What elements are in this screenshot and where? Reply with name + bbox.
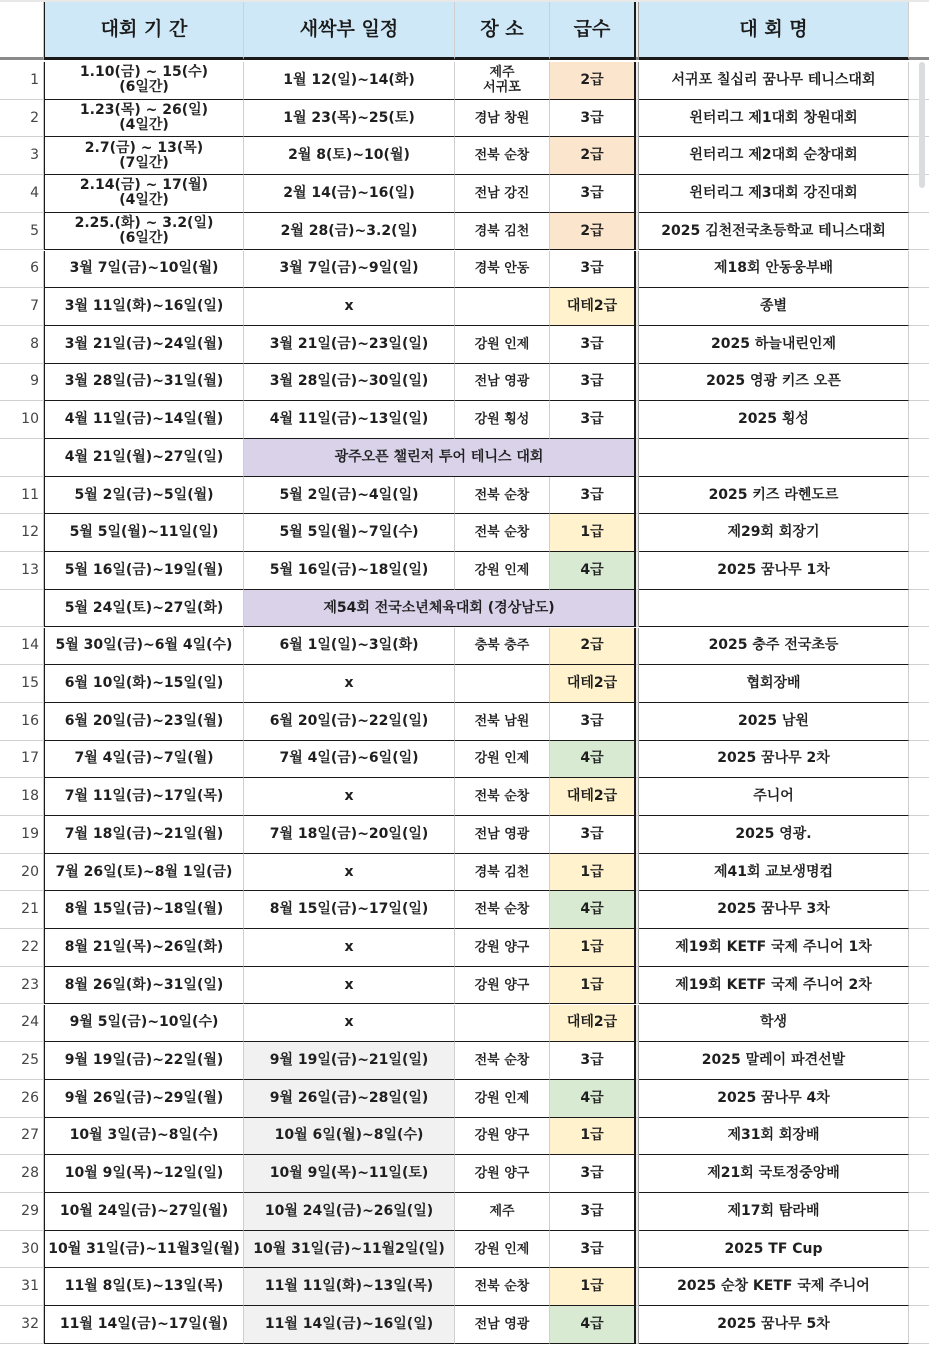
period-cell[interactable]: 4월 21일(월)~27일(일) xyxy=(44,439,244,477)
name-cell[interactable]: 2025 충주 전국초등 xyxy=(639,628,909,666)
schedule-cell[interactable]: 11월 14일(금)~16일(일) xyxy=(244,1306,455,1344)
schedule-cell[interactable]: 10월 24일(금)~26일(일) xyxy=(244,1193,455,1231)
place-cell[interactable]: 전북 순창 xyxy=(455,778,550,816)
table-row xyxy=(0,100,929,138)
table-row xyxy=(0,816,929,854)
name-cell[interactable]: 서귀포 칠십리 꿈나무 테니스대회 xyxy=(639,62,909,100)
name-cell[interactable]: 학생 xyxy=(639,1005,909,1043)
grade-cell[interactable]: 4급 xyxy=(550,552,636,590)
grade-cell[interactable]: 1급 xyxy=(550,929,636,967)
table-row xyxy=(0,514,929,552)
table-row xyxy=(0,439,929,477)
table-row xyxy=(0,1155,929,1193)
table-row xyxy=(0,1268,929,1306)
header-row xyxy=(0,2,929,60)
schedule-cell[interactable]: 1월 23(목)~25(토) xyxy=(244,100,455,138)
grade-cell[interactable]: 2급 xyxy=(550,628,636,666)
column-tail xyxy=(909,1155,929,1193)
header-schedule[interactable]: 새싹부 일정 xyxy=(244,2,455,60)
period-cell[interactable]: 5월 2일(금)~5일(월) xyxy=(44,477,244,515)
row-number[interactable]: 22 xyxy=(0,929,44,967)
table-row xyxy=(0,929,929,967)
period-cell[interactable]: 3월 11일(화)~16일(일) xyxy=(44,288,244,326)
place-cell[interactable]: 강원 인제 xyxy=(455,326,550,364)
schedule-cell[interactable]: 5월 2일(금)~4일(일) xyxy=(244,477,455,515)
schedule-cell[interactable]: 2월 8(토)~10(월) xyxy=(244,137,455,175)
column-tail xyxy=(909,816,929,854)
column-tail xyxy=(909,967,929,1005)
name-cell[interactable]: 윈터리그 제2대회 순창대회 xyxy=(639,137,909,175)
name-cell[interactable]: 2025 TF Cup xyxy=(639,1231,909,1269)
table-row xyxy=(0,552,929,590)
table-row xyxy=(0,62,929,100)
column-tail xyxy=(909,1306,929,1344)
schedule-cell[interactable]: 9월 19일(금)~21일(일) xyxy=(244,1042,455,1080)
column-tail xyxy=(909,854,929,892)
grade-cell[interactable]: 4급 xyxy=(550,741,636,779)
row-number[interactable]: 31 xyxy=(0,1268,44,1306)
grade-cell[interactable]: 3급 xyxy=(550,816,636,854)
merged-event-cell[interactable]: 제54회 전국소년체육대회 (경상남도) xyxy=(244,590,636,628)
name-cell[interactable]: 2025 말레이 파견선발 xyxy=(639,1042,909,1080)
grade-cell[interactable]: 4급 xyxy=(550,891,636,929)
row-number[interactable]: 13 xyxy=(0,552,44,590)
name-cell[interactable]: 제19회 KETF 국제 주니어 2차 xyxy=(639,967,909,1005)
grade-cell[interactable]: 3급 xyxy=(550,401,636,439)
schedule-cell[interactable]: 5월 5일(월)~7일(수) xyxy=(244,514,455,552)
schedule-cell[interactable]: 4월 11일(금)~13일(일) xyxy=(244,401,455,439)
table-row xyxy=(0,477,929,515)
column-tail xyxy=(909,1193,929,1231)
place-cell[interactable]: 전남 영광 xyxy=(455,1306,550,1344)
table-row xyxy=(0,288,929,326)
schedule-cell[interactable]: 10월 6일(월)~8일(수) xyxy=(244,1118,455,1156)
column-tail xyxy=(909,1005,929,1043)
period-cell[interactable]: 6월 10일(화)~15일(일) xyxy=(44,665,244,703)
column-tail xyxy=(909,514,929,552)
table-row xyxy=(0,1193,929,1231)
column-tail xyxy=(909,891,929,929)
row-number[interactable]: 20 xyxy=(0,854,44,892)
column-tail xyxy=(909,477,929,515)
row-number[interactable]: 18 xyxy=(0,778,44,816)
row-number[interactable]: 8 xyxy=(0,326,44,364)
grade-cell[interactable]: 대테2급 xyxy=(550,778,636,816)
grade-cell[interactable]: 3급 xyxy=(550,364,636,402)
table-row xyxy=(0,175,929,213)
column-tail xyxy=(909,288,929,326)
place-cell[interactable]: 강원 양구 xyxy=(455,1118,550,1156)
table-row xyxy=(0,628,929,666)
grade-cell[interactable]: 3급 xyxy=(550,326,636,364)
period-cell[interactable]: 11월 8일(토)~13일(목) xyxy=(44,1268,244,1306)
table-row xyxy=(0,326,929,364)
row-number[interactable]: 26 xyxy=(0,1080,44,1118)
name-cell[interactable]: 제19회 KETF 국제 주니어 1차 xyxy=(639,929,909,967)
period-cell[interactable]: 10월 3일(금)~8일(수) xyxy=(44,1118,244,1156)
table-row xyxy=(0,251,929,289)
column-tail xyxy=(909,2,929,60)
name-cell[interactable]: 제17회 탐라배 xyxy=(639,1193,909,1231)
row-number[interactable]: 3 xyxy=(0,137,44,175)
name-cell[interactable]: 제31회 회장배 xyxy=(639,1118,909,1156)
column-tail xyxy=(909,778,929,816)
header-place[interactable]: 장 소 xyxy=(455,2,550,60)
place-cell[interactable]: 제주 서귀포 xyxy=(455,62,550,100)
place-cell[interactable]: 전북 남원 xyxy=(455,703,550,741)
column-tail xyxy=(909,1080,929,1118)
table-row xyxy=(0,854,929,892)
name-cell[interactable]: 2025 횡성 xyxy=(639,401,909,439)
name-cell[interactable] xyxy=(639,590,909,628)
table-row xyxy=(0,967,929,1005)
schedule-cell[interactable]: x xyxy=(244,967,455,1005)
row-number[interactable]: 2 xyxy=(0,100,44,138)
row-number[interactable]: 27 xyxy=(0,1118,44,1156)
grade-cell[interactable]: 1급 xyxy=(550,854,636,892)
schedule-cell[interactable]: 3월 21일(금)~23일(일) xyxy=(244,326,455,364)
name-cell[interactable]: 제29회 회장기 xyxy=(639,514,909,552)
column-tail xyxy=(909,1268,929,1306)
schedule-cell[interactable]: x xyxy=(244,1005,455,1043)
period-cell[interactable]: 4월 11일(금)~14일(월) xyxy=(44,401,244,439)
row-number[interactable] xyxy=(0,439,44,477)
period-cell[interactable]: 9월 5일(금)~10일(수) xyxy=(44,1005,244,1043)
merged-event-cell[interactable]: 광주오픈 챌린저 투어 테니스 대회 xyxy=(244,439,636,477)
period-cell[interactable]: 8월 21일(목)~26일(화) xyxy=(44,929,244,967)
name-cell[interactable]: 2025 영광. xyxy=(639,816,909,854)
table-row xyxy=(0,401,929,439)
schedule-cell[interactable]: 6월 20일(금)~22일(일) xyxy=(244,703,455,741)
grade-cell[interactable]: 1급 xyxy=(550,1268,636,1306)
table-row xyxy=(0,1042,929,1080)
schedule-cell[interactable]: 9월 26일(금)~28일(일) xyxy=(244,1080,455,1118)
row-number[interactable]: 4 xyxy=(0,175,44,213)
place-cell[interactable]: 전북 순창 xyxy=(455,891,550,929)
grade-cell[interactable]: 4급 xyxy=(550,1306,636,1344)
name-cell[interactable] xyxy=(639,439,909,477)
period-cell[interactable]: 2.14(금) ~ 17(월) (4일간) xyxy=(44,175,244,213)
schedule-cell[interactable]: 2월 28(금)~3.2(일) xyxy=(244,213,455,251)
name-cell[interactable]: 제21회 국토정중앙배 xyxy=(639,1155,909,1193)
period-cell[interactable]: 1.23(목) ~ 26(일) (4일간) xyxy=(44,100,244,138)
row-number[interactable]: 23 xyxy=(0,967,44,1005)
period-cell[interactable]: 2.7(금) ~ 13(목) (7일간) xyxy=(44,137,244,175)
place-cell[interactable]: 전남 영광 xyxy=(455,364,550,402)
name-cell[interactable]: 협회장배 xyxy=(639,665,909,703)
grade-cell[interactable]: 1급 xyxy=(550,967,636,1005)
place-cell[interactable] xyxy=(455,288,550,326)
name-cell[interactable]: 2025 김천전국초등학교 테니스대회 xyxy=(639,213,909,251)
grade-cell[interactable]: 3급 xyxy=(550,1042,636,1080)
row-number[interactable] xyxy=(0,590,44,628)
row-number[interactable]: 24 xyxy=(0,1005,44,1043)
place-cell[interactable]: 강원 인제 xyxy=(455,1231,550,1269)
row-number[interactable]: 17 xyxy=(0,741,44,779)
period-cell[interactable]: 5월 30일(금)~6월 4일(수) xyxy=(44,628,244,666)
place-cell[interactable]: 강원 인제 xyxy=(455,741,550,779)
grade-cell[interactable]: 대테2급 xyxy=(550,665,636,703)
table-row xyxy=(0,778,929,816)
table-row xyxy=(0,590,929,628)
grade-cell[interactable]: 1급 xyxy=(550,1118,636,1156)
period-cell[interactable]: 3월 21일(금)~24일(월) xyxy=(44,326,244,364)
column-tail xyxy=(909,1231,929,1269)
row-number[interactable]: 5 xyxy=(0,213,44,251)
grade-cell[interactable]: 3급 xyxy=(550,100,636,138)
schedule-cell[interactable]: 8월 15일(금)~17일(일) xyxy=(244,891,455,929)
table-row xyxy=(0,665,929,703)
grade-cell[interactable]: 대테2급 xyxy=(550,288,636,326)
grade-cell[interactable]: 2급 xyxy=(550,62,636,100)
row-number[interactable]: 6 xyxy=(0,251,44,289)
period-cell[interactable]: 10월 24일(금)~27일(월) xyxy=(44,1193,244,1231)
name-cell[interactable]: 종별 xyxy=(639,288,909,326)
schedule-cell[interactable]: x xyxy=(244,929,455,967)
column-tail xyxy=(909,628,929,666)
period-cell[interactable]: 8월 15일(금)~18일(월) xyxy=(44,891,244,929)
schedule-cell[interactable]: 10월 9일(목)~11일(토) xyxy=(244,1155,455,1193)
row-number[interactable]: 25 xyxy=(0,1042,44,1080)
column-tail xyxy=(909,213,929,251)
column-tail xyxy=(909,665,929,703)
grade-cell[interactable]: 3급 xyxy=(550,251,636,289)
place-cell[interactable]: 강원 양구 xyxy=(455,1155,550,1193)
name-cell[interactable]: 2025 순창 KETF 국제 주니어 xyxy=(639,1268,909,1306)
place-cell[interactable]: 전북 순창 xyxy=(455,514,550,552)
name-cell[interactable]: 2025 영광 키즈 오픈 xyxy=(639,364,909,402)
period-cell[interactable]: 3월 28일(금)~31일(월) xyxy=(44,364,244,402)
place-cell[interactable]: 경북 안동 xyxy=(455,251,550,289)
column-tail xyxy=(909,326,929,364)
table-row xyxy=(0,1080,929,1118)
grade-cell[interactable]: 3급 xyxy=(550,1155,636,1193)
name-cell[interactable]: 2025 꿈나무 4차 xyxy=(639,1080,909,1118)
row-number[interactable]: 32 xyxy=(0,1306,44,1344)
name-cell[interactable]: 제41회 교보생명컵 xyxy=(639,854,909,892)
name-cell[interactable]: 2025 키즈 라헨도르 xyxy=(639,477,909,515)
schedule-cell[interactable]: 3월 7일(금)~9일(일) xyxy=(244,251,455,289)
place-cell[interactable]: 전북 순창 xyxy=(455,1042,550,1080)
place-cell[interactable]: 경북 김천 xyxy=(455,854,550,892)
place-cell[interactable]: 경북 김천 xyxy=(455,213,550,251)
row-number[interactable]: 9 xyxy=(0,364,44,402)
place-cell[interactable]: 전남 강진 xyxy=(455,175,550,213)
period-cell[interactable]: 3월 7일(금)~10일(월) xyxy=(44,251,244,289)
period-cell[interactable]: 1.10(금) ~ 15(수) (6일간) xyxy=(44,62,244,100)
schedule-cell[interactable]: 11월 11일(화)~13일(목) xyxy=(244,1268,455,1306)
row-number[interactable]: 14 xyxy=(0,628,44,666)
period-cell[interactable]: 7월 11일(금)~17일(목) xyxy=(44,778,244,816)
place-cell[interactable]: 강원 양구 xyxy=(455,967,550,1005)
table-row xyxy=(0,703,929,741)
schedule-cell[interactable]: x xyxy=(244,288,455,326)
row-number[interactable]: 30 xyxy=(0,1231,44,1269)
row-number[interactable]: 12 xyxy=(0,514,44,552)
name-cell[interactable]: 주니어 xyxy=(639,778,909,816)
name-cell[interactable]: 윈터리그 제3대회 강진대회 xyxy=(639,175,909,213)
schedule-cell[interactable]: 5월 16일(금)~18일(일) xyxy=(244,552,455,590)
column-tail xyxy=(909,552,929,590)
row-number-header[interactable] xyxy=(0,2,44,60)
place-cell[interactable]: 전북 순창 xyxy=(455,1268,550,1306)
row-number[interactable]: 10 xyxy=(0,401,44,439)
column-tail xyxy=(909,1042,929,1080)
schedule-cell[interactable]: 7월 18일(금)~20일(일) xyxy=(244,816,455,854)
grade-cell[interactable]: 2급 xyxy=(550,137,636,175)
period-cell[interactable]: 11월 14일(금)~17일(월) xyxy=(44,1306,244,1344)
schedule-cell[interactable]: x xyxy=(244,854,455,892)
row-number[interactable]: 28 xyxy=(0,1155,44,1193)
column-tail xyxy=(909,590,929,628)
table-row xyxy=(0,1231,929,1269)
period-cell[interactable]: 5월 5일(월)~11일(일) xyxy=(44,514,244,552)
table-row xyxy=(0,213,929,251)
table-row xyxy=(0,891,929,929)
period-cell[interactable]: 9월 26일(금)~29일(월) xyxy=(44,1080,244,1118)
place-cell[interactable]: 강원 인제 xyxy=(455,552,550,590)
grade-cell[interactable]: 1급 xyxy=(550,514,636,552)
schedule-cell[interactable]: 10월 31일(금)~11월2일(일) xyxy=(244,1231,455,1269)
header-period[interactable]: 대회 기 간 xyxy=(44,2,244,60)
period-cell[interactable]: 2.25.(화) ~ 3.2(일) (6일간) xyxy=(44,213,244,251)
place-cell[interactable]: 충북 충주 xyxy=(455,628,550,666)
place-cell[interactable]: 전남 영광 xyxy=(455,816,550,854)
vertical-scrollbar[interactable] xyxy=(919,62,925,188)
place-cell[interactable]: 강원 양구 xyxy=(455,929,550,967)
name-cell[interactable]: 2025 꿈나무 5차 xyxy=(639,1306,909,1344)
column-tail xyxy=(909,1118,929,1156)
schedule-cell[interactable]: 3월 28일(금)~30일(일) xyxy=(244,364,455,402)
place-cell[interactable] xyxy=(455,665,550,703)
period-cell[interactable]: 9월 19일(금)~22일(월) xyxy=(44,1042,244,1080)
row-number[interactable]: 29 xyxy=(0,1193,44,1231)
table-row xyxy=(0,1118,929,1156)
table-row xyxy=(0,364,929,402)
period-cell[interactable]: 10월 9일(목)~12일(일) xyxy=(44,1155,244,1193)
place-cell[interactable]: 강원 인제 xyxy=(455,1080,550,1118)
period-cell[interactable]: 7월 26일(토)~8월 1일(금) xyxy=(44,854,244,892)
row-number[interactable]: 19 xyxy=(0,816,44,854)
grade-cell[interactable]: 3급 xyxy=(550,1231,636,1269)
name-cell[interactable]: 2025 하늘내린인제 xyxy=(639,326,909,364)
column-tail xyxy=(909,251,929,289)
column-tail xyxy=(909,401,929,439)
table-row xyxy=(0,137,929,175)
period-cell[interactable]: 7월 18일(금)~21일(월) xyxy=(44,816,244,854)
place-cell[interactable]: 전북 순창 xyxy=(455,477,550,515)
period-cell[interactable]: 8월 26일(화)~31일(일) xyxy=(44,967,244,1005)
period-cell[interactable]: 10월 31일(금)~11월3일(월) xyxy=(44,1231,244,1269)
place-cell[interactable]: 전북 순창 xyxy=(455,137,550,175)
period-cell[interactable]: 5월 16일(금)~19일(월) xyxy=(44,552,244,590)
grade-cell[interactable]: 3급 xyxy=(550,1193,636,1231)
column-tail xyxy=(909,741,929,779)
name-cell[interactable]: 2025 꿈나무 1차 xyxy=(639,552,909,590)
row-number[interactable]: 21 xyxy=(0,891,44,929)
period-cell[interactable]: 5월 24일(토)~27일(화) xyxy=(44,590,244,628)
schedule-cell[interactable]: 7월 4일(금)~6일(일) xyxy=(244,741,455,779)
schedule-cell[interactable]: x xyxy=(244,778,455,816)
place-cell[interactable]: 경남 창원 xyxy=(455,100,550,138)
name-cell[interactable]: 제18회 안동웅부배 xyxy=(639,251,909,289)
name-cell[interactable]: 2025 남원 xyxy=(639,703,909,741)
table-row xyxy=(0,1306,929,1344)
period-cell[interactable]: 6월 20일(금)~23일(월) xyxy=(44,703,244,741)
header-grade[interactable]: 급수 xyxy=(550,2,636,60)
grade-cell[interactable]: 3급 xyxy=(550,175,636,213)
schedule-cell[interactable]: 6월 1일(일)~3일(화) xyxy=(244,628,455,666)
grade-cell[interactable]: 2급 xyxy=(550,213,636,251)
place-cell[interactable]: 제주 xyxy=(455,1193,550,1231)
column-tail xyxy=(909,364,929,402)
column-tail xyxy=(909,929,929,967)
column-tail xyxy=(909,703,929,741)
place-cell[interactable]: 강원 횡성 xyxy=(455,401,550,439)
table-row xyxy=(0,1005,929,1043)
grade-cell[interactable]: 3급 xyxy=(550,477,636,515)
place-cell[interactable] xyxy=(455,1005,550,1043)
row-number[interactable]: 7 xyxy=(0,288,44,326)
schedule-cell[interactable]: 2월 14(금)~16(일) xyxy=(244,175,455,213)
row-number[interactable]: 11 xyxy=(0,477,44,515)
schedule-cell[interactable]: x xyxy=(244,665,455,703)
column-tail xyxy=(909,439,929,477)
grade-cell[interactable]: 3급 xyxy=(550,703,636,741)
row-number[interactable]: 15 xyxy=(0,665,44,703)
grade-cell[interactable]: 4급 xyxy=(550,1080,636,1118)
period-cell[interactable]: 7월 4일(금)~7일(월) xyxy=(44,741,244,779)
table-row xyxy=(0,741,929,779)
header-name[interactable]: 대 회 명 xyxy=(639,2,909,60)
schedule-cell[interactable]: 1월 12(일)~14(화) xyxy=(244,62,455,100)
row-number[interactable]: 16 xyxy=(0,703,44,741)
name-cell[interactable]: 2025 꿈나무 2차 xyxy=(639,741,909,779)
grade-cell[interactable]: 대테2급 xyxy=(550,1005,636,1043)
row-number[interactable]: 1 xyxy=(0,62,44,100)
name-cell[interactable]: 2025 꿈나무 3차 xyxy=(639,891,909,929)
name-cell[interactable]: 윈터리그 제1대회 창원대회 xyxy=(639,100,909,138)
